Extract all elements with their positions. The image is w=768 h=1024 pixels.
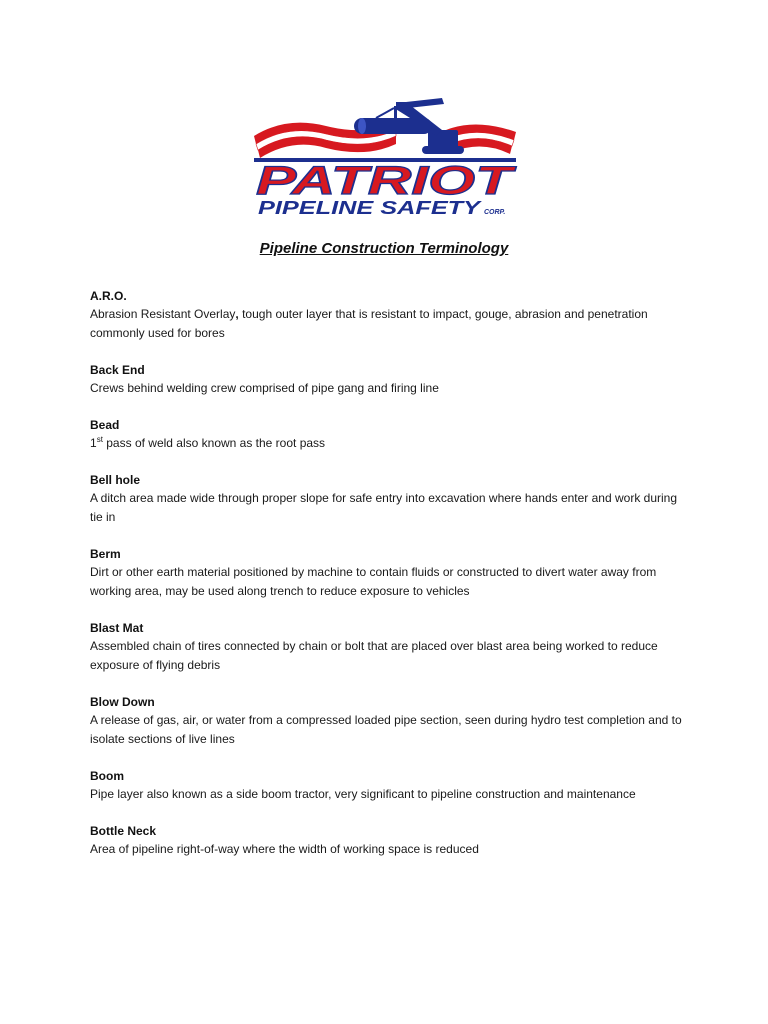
glossary-term: Blow Down [90, 695, 155, 709]
patriot-pipeline-safety-logo [246, 96, 522, 220]
glossary-definition: Crews behind welding crew comprised of pipe gang and firing line [90, 381, 439, 395]
glossary-term: Back End [90, 363, 145, 377]
glossary-definition: Assembled chain of tires connected by chain or bolt that are placed over blast area being worked to reduce exposure of flying debris [90, 639, 658, 672]
brand-name: PATRIOT [256, 159, 518, 203]
definition-text: pass of weld also known as the root pass [102, 436, 326, 450]
glossary-definition: A release of gas, air, or water from a compressed loaded pipe section, seen during hydro test completion and to isolate sections of live lines [90, 713, 682, 746]
glossary-definition: A ditch area made wide through proper slope for safe entry into excavation where hands enter and work during tie in [90, 491, 678, 524]
glossary-entry [90, 361, 690, 398]
brand-suffix: CORP. [484, 209, 506, 216]
glossary-definition: Dirt or other earth material positioned by machine to contain fluids or constructed to divert water away from working area, may be used along trench to reduce exposure to vehicles [90, 565, 657, 598]
glossary-term: Blast Mat [90, 621, 144, 635]
glossary-definition: Area of pipeline right-of-way where the width of working space is reduced [90, 842, 479, 856]
glossary-entry [90, 619, 690, 675]
definition-text: tough outer layer that is resistant to impact, gouge, abrasion and penetration commonly used for bores [90, 307, 648, 340]
glossary-entry [90, 287, 690, 343]
glossary-entry [90, 545, 690, 601]
glossary-term: Bell hole [90, 473, 141, 487]
definition-superscript: st [96, 435, 103, 444]
glossary-entry [90, 693, 690, 749]
glossary-entry [90, 822, 690, 859]
glossary-term: Boom [90, 769, 124, 783]
glossary-term: A.R.O. [90, 289, 127, 303]
glossary-list [90, 287, 690, 877]
glossary-term: Bead [90, 418, 120, 432]
glossary-entry [90, 471, 690, 527]
glossary-term: Berm [90, 547, 121, 561]
glossary-term: Bottle Neck [90, 824, 157, 838]
page-title: Pipeline Construction Terminology [259, 240, 509, 257]
brand-subtitle: PIPELINE SAFETY [258, 198, 483, 218]
definition-prefix: 1 [90, 436, 97, 450]
glossary-entry [90, 416, 690, 453]
glossary-definition [90, 305, 690, 343]
definition-lead: Abrasion Resistant Overlay [90, 307, 236, 321]
glossary-entry [90, 767, 690, 804]
glossary-definition: Pipe layer also known as a side boom tractor, very significant to pipeline construction and maintenance [90, 787, 636, 801]
definition-comma: , [235, 307, 239, 321]
glossary-definition [90, 434, 690, 453]
pipe-icon [354, 108, 432, 134]
